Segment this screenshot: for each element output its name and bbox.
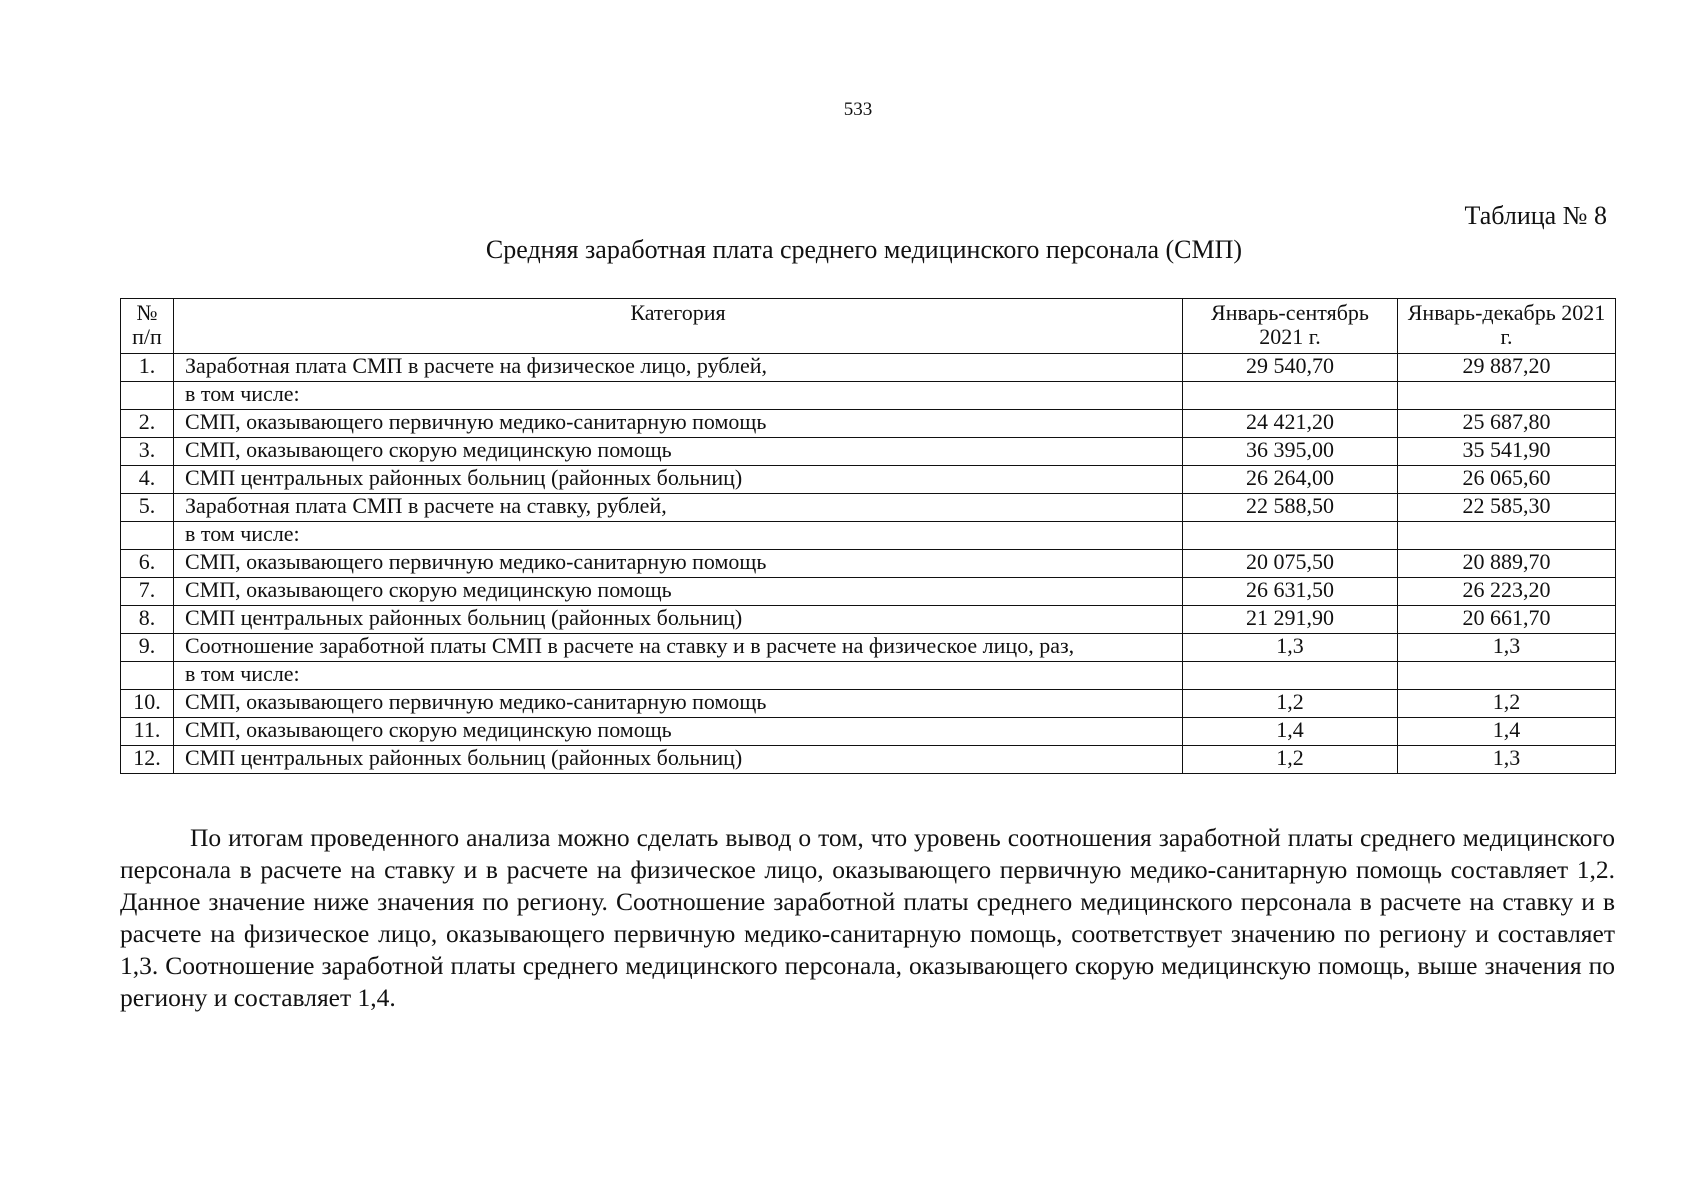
table-row bbox=[121, 606, 1616, 634]
row-jan-sep-value: 1,2 bbox=[1183, 690, 1398, 718]
row-jan-dec-value: 35 541,90 bbox=[1398, 438, 1616, 466]
row-jan-sep-value bbox=[1183, 662, 1398, 690]
page-number: 533 bbox=[843, 99, 873, 120]
row-jan-dec-value: 20 661,70 bbox=[1398, 606, 1616, 634]
row-number: 1. bbox=[121, 354, 174, 382]
table-row bbox=[121, 746, 1616, 774]
table-row bbox=[121, 466, 1616, 494]
row-category: в том числе: bbox=[174, 522, 1183, 550]
row-number: 9. bbox=[121, 634, 174, 662]
table-body bbox=[121, 354, 1616, 774]
row-category: СМП, оказывающего первичную медико-санитарную помощь bbox=[174, 410, 1183, 438]
row-jan-dec-value: 20 889,70 bbox=[1398, 550, 1616, 578]
row-jan-sep-value: 22 588,50 bbox=[1183, 494, 1398, 522]
row-number bbox=[121, 522, 174, 550]
row-number: 4. bbox=[121, 466, 174, 494]
row-category: Заработная плата СМП в расчете на ставку, рублей, bbox=[174, 494, 1183, 522]
table-header-row bbox=[121, 299, 1616, 354]
row-jan-dec-value: 25 687,80 bbox=[1398, 410, 1616, 438]
row-jan-dec-value: 1,3 bbox=[1398, 746, 1616, 774]
table-row bbox=[121, 522, 1616, 550]
row-jan-sep-value: 26 264,00 bbox=[1183, 466, 1398, 494]
header-num: № п/п bbox=[121, 299, 174, 354]
row-jan-dec-value: 26 065,60 bbox=[1398, 466, 1616, 494]
table-row bbox=[121, 410, 1616, 438]
table-row bbox=[121, 690, 1616, 718]
row-category: СМП центральных районных больниц (районных больниц) bbox=[174, 746, 1183, 774]
table-row bbox=[121, 382, 1616, 410]
row-number bbox=[121, 382, 174, 410]
table-row bbox=[121, 718, 1616, 746]
row-category: в том числе: bbox=[174, 662, 1183, 690]
row-category: СМП, оказывающего первичную медико-санитарную помощь bbox=[174, 690, 1183, 718]
header-jan-dec: Январь-декабрь 2021 г. bbox=[1398, 299, 1616, 354]
row-category: СМП, оказывающего скорую медицинскую помощь bbox=[174, 718, 1183, 746]
row-jan-sep-value: 20 075,50 bbox=[1183, 550, 1398, 578]
table-row bbox=[121, 578, 1616, 606]
row-category: Заработная плата СМП в расчете на физическое лицо, рублей, bbox=[174, 354, 1183, 382]
row-number: 8. bbox=[121, 606, 174, 634]
row-category: СМП центральных районных больниц (районных больниц) bbox=[174, 606, 1183, 634]
row-number: 10. bbox=[121, 690, 174, 718]
row-category: Соотношение заработной платы СМП в расчете на ставку и в расчете на физическое лицо, раз, bbox=[174, 634, 1183, 662]
row-jan-sep-value bbox=[1183, 382, 1398, 410]
salary-table bbox=[120, 298, 1616, 774]
row-number bbox=[121, 662, 174, 690]
row-category: в том числе: bbox=[174, 382, 1183, 410]
row-number: 6. bbox=[121, 550, 174, 578]
row-jan-sep-value: 26 631,50 bbox=[1183, 578, 1398, 606]
row-number: 2. bbox=[121, 410, 174, 438]
row-number: 3. bbox=[121, 438, 174, 466]
row-category: СМП центральных районных больниц (районных больниц) bbox=[174, 466, 1183, 494]
table-row bbox=[121, 354, 1616, 382]
row-jan-dec-value bbox=[1398, 522, 1616, 550]
row-jan-dec-value: 26 223,20 bbox=[1398, 578, 1616, 606]
row-jan-sep-value: 24 421,20 bbox=[1183, 410, 1398, 438]
row-jan-dec-value bbox=[1398, 382, 1616, 410]
row-jan-sep-value: 1,4 bbox=[1183, 718, 1398, 746]
row-jan-dec-value: 29 887,20 bbox=[1398, 354, 1616, 382]
row-jan-sep-value bbox=[1183, 522, 1398, 550]
row-category: СМП, оказывающего первичную медико-санитарную помощь bbox=[174, 550, 1183, 578]
row-number: 5. bbox=[121, 494, 174, 522]
table-label: Таблица № 8 bbox=[1464, 201, 1607, 230]
row-jan-dec-value: 22 585,30 bbox=[1398, 494, 1616, 522]
table-row bbox=[121, 634, 1616, 662]
row-jan-dec-value bbox=[1398, 662, 1616, 690]
row-jan-sep-value: 1,2 bbox=[1183, 746, 1398, 774]
row-category: СМП, оказывающего скорую медицинскую помощь bbox=[174, 578, 1183, 606]
table-row bbox=[121, 494, 1616, 522]
row-number: 12. bbox=[121, 746, 174, 774]
row-jan-dec-value: 1,2 bbox=[1398, 690, 1616, 718]
row-jan-sep-value: 36 395,00 bbox=[1183, 438, 1398, 466]
table-title: Средняя заработная плата среднего медицинского персонала (СМП) bbox=[485, 235, 1243, 264]
row-jan-dec-value: 1,4 bbox=[1398, 718, 1616, 746]
row-jan-dec-value: 1,3 bbox=[1398, 634, 1616, 662]
header-category: Категория bbox=[174, 299, 1183, 354]
table-row bbox=[121, 550, 1616, 578]
table-row bbox=[121, 438, 1616, 466]
conclusion-paragraph: По итогам проведенного анализа можно сделать вывод о том, что уровень соотношения заработной платы среднего медицинского персонала в расчете на ставку и в расчете на физическое лицо, оказывающего первичную медико-санитарную помощь составляет 1,2. Данное значение ниже значения по региону. Соотношение заработной платы среднего медицинского персонала в расчете на ставку и в расчете на физическое лицо, оказывающего первичную медико-санитарную помощь, соответствует значению по региону и составляет 1,3. Соотношение заработной платы среднего медицинского персонала, оказывающего скорую медицинскую помощь, выше значения по региону и составляет 1,4. bbox=[120, 823, 1615, 1012]
row-jan-sep-value: 21 291,90 bbox=[1183, 606, 1398, 634]
row-category: СМП, оказывающего скорую медицинскую помощь bbox=[174, 438, 1183, 466]
row-jan-sep-value: 1,3 bbox=[1183, 634, 1398, 662]
row-number: 11. bbox=[121, 718, 174, 746]
row-jan-sep-value: 29 540,70 bbox=[1183, 354, 1398, 382]
header-jan-sep: Январь-сентябрь 2021 г. bbox=[1183, 299, 1398, 354]
table-row bbox=[121, 662, 1616, 690]
row-number: 7. bbox=[121, 578, 174, 606]
